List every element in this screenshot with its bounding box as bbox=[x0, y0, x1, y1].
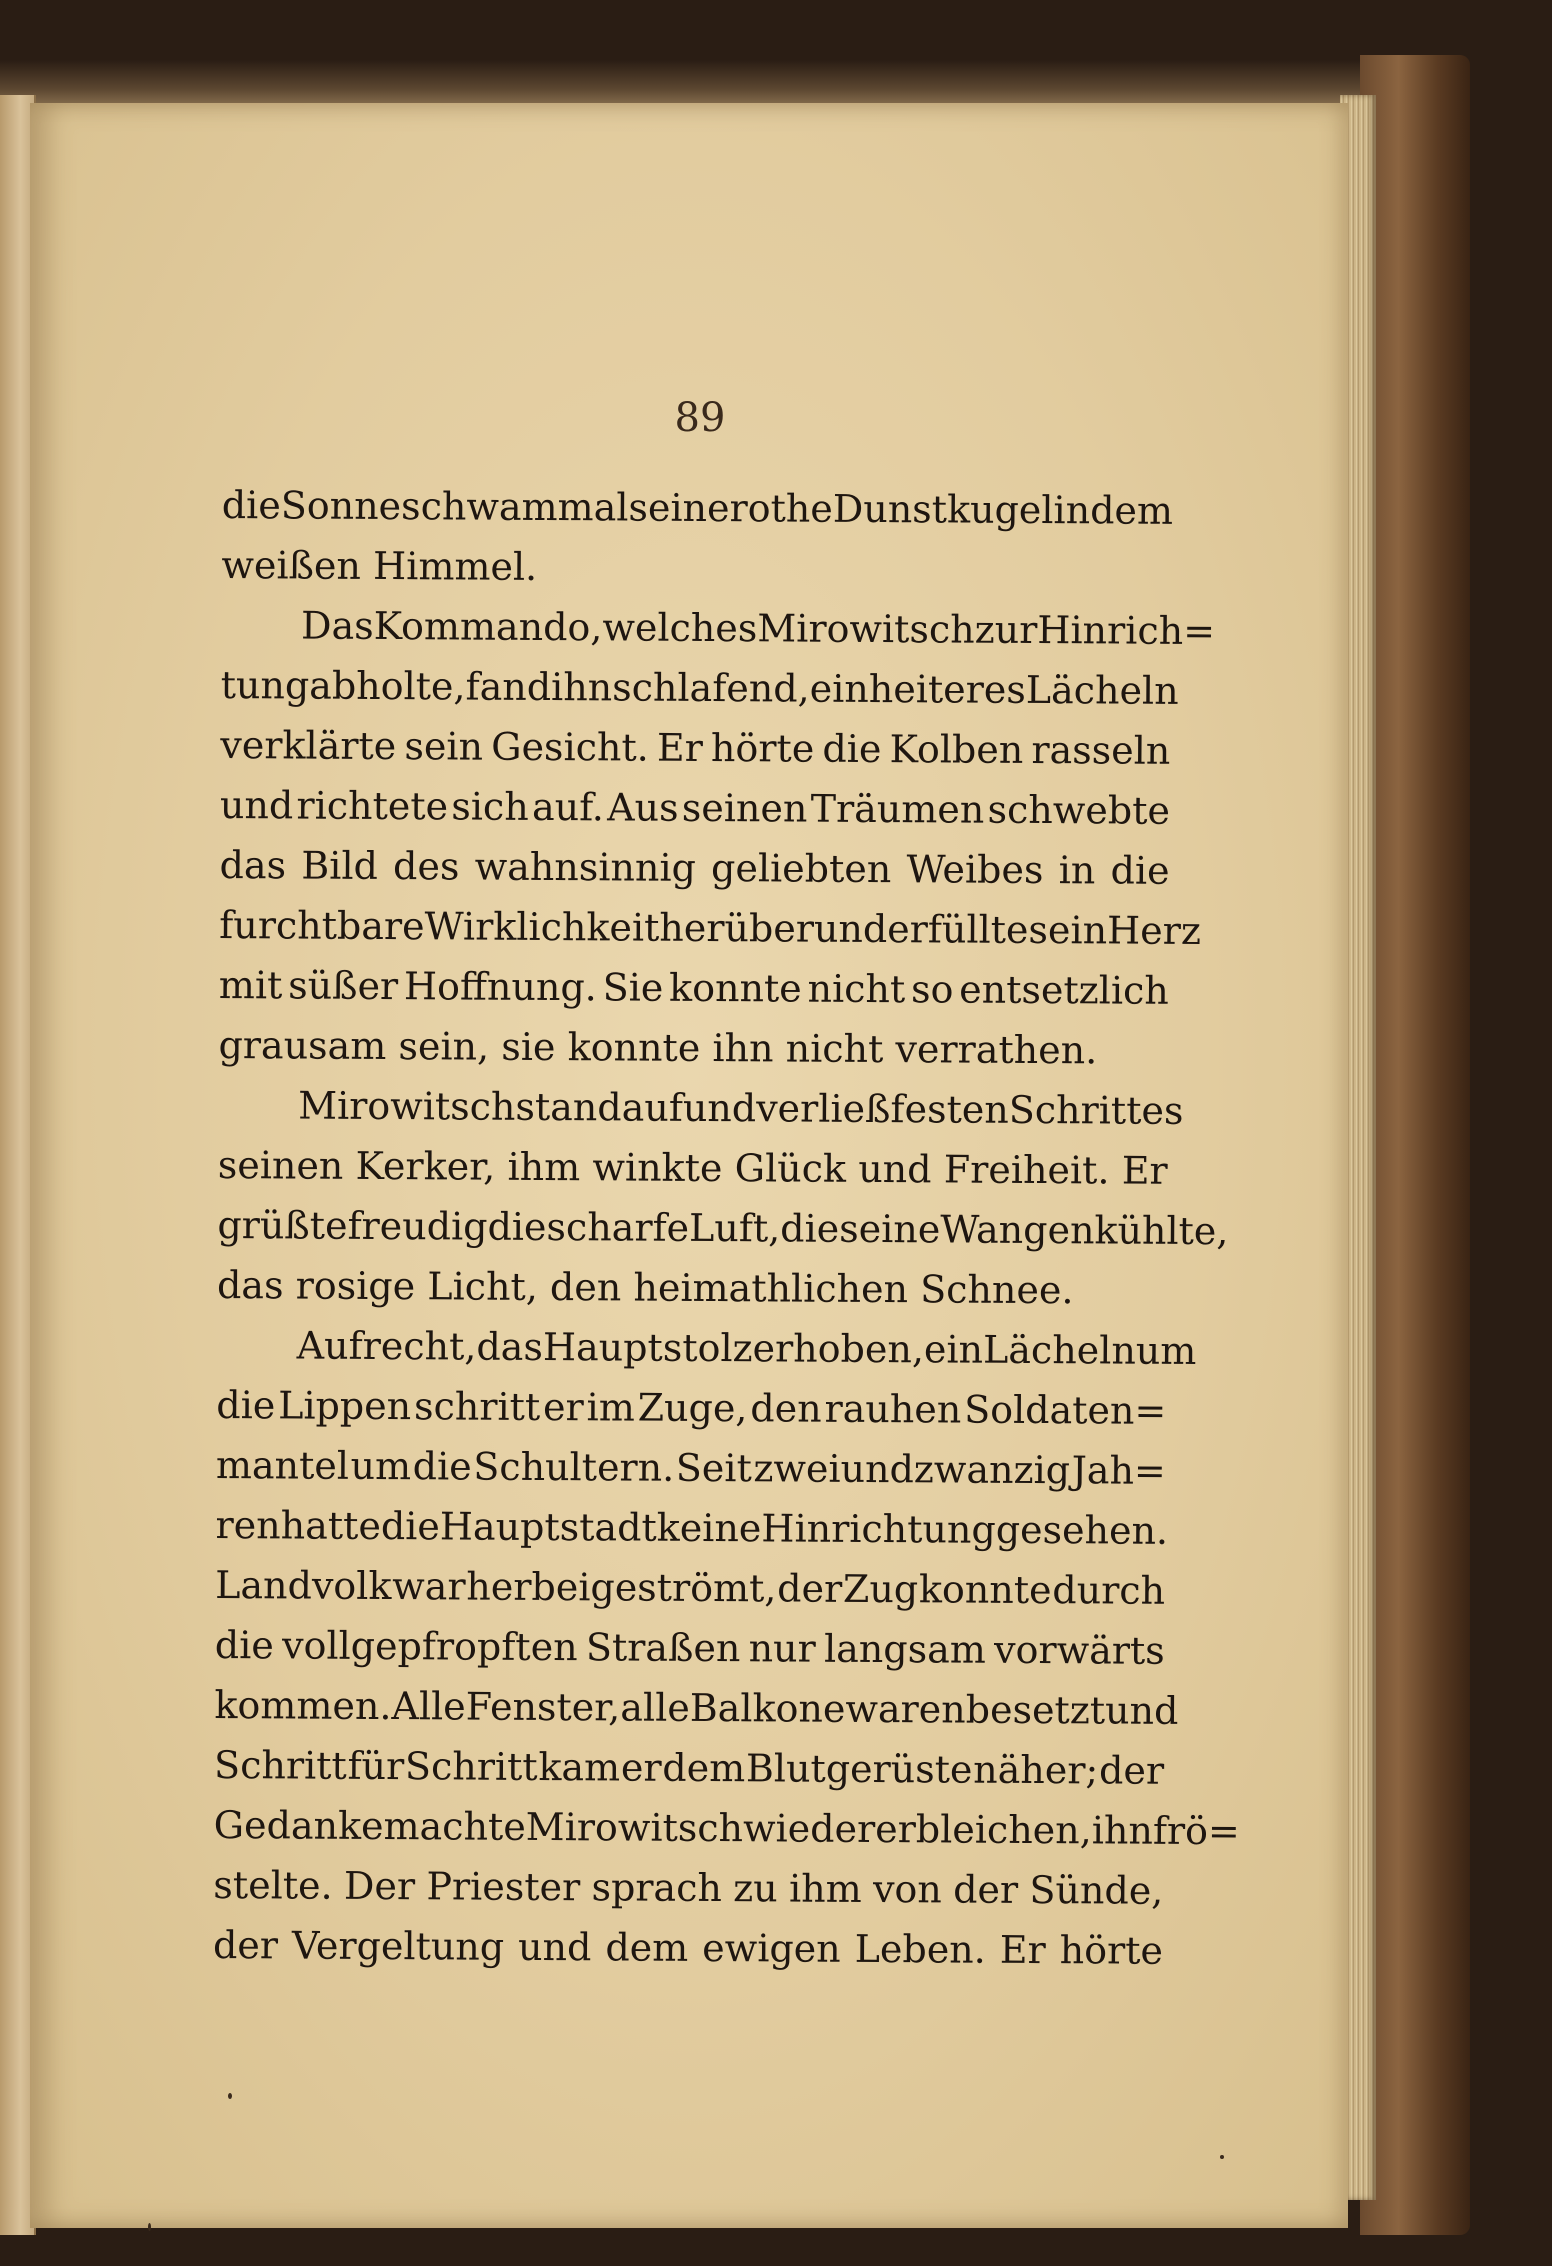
text-line: Aufrecht, das Haupt stolz erhoben, ein Lächeln um bbox=[296, 1323, 1197, 1373]
text-line: Schritt für Schritt kam er dem Blutgerüste näher; der bbox=[213, 1742, 1165, 1793]
text-line: die vollgepfropften Straßen nur langsam vorwärts bbox=[214, 1622, 1165, 1673]
paper-speck bbox=[228, 2093, 232, 2099]
text-line: die Lippen schritt er im Zuge, den rauhen Soldaten= bbox=[216, 1382, 1167, 1433]
text-line: der Vergeltung und dem ewigen Leben. Er hörte bbox=[212, 1922, 1164, 1973]
text-line: furchtbare Wirklichkeit herüber und erfüllte sein Herz bbox=[219, 902, 1202, 953]
page-number: 89 bbox=[674, 395, 726, 441]
text-line: grüßte freudig die scharfe Luft, die seine Wangen kühlte, bbox=[217, 1202, 1229, 1254]
text-line: Landvolk war herbeigeströmt, der Zug konnte durch bbox=[215, 1562, 1166, 1613]
text-line: mantel um die Schultern. Seit zweiundzwanzig Jah= bbox=[215, 1442, 1166, 1493]
book-binding-top bbox=[0, 60, 1400, 108]
text-line: die Sonne schwamm als eine rothe Dunstkugel in dem bbox=[221, 482, 1174, 533]
text-line: ren hatte die Hauptstadt keine Hinrichtung gesehen. bbox=[215, 1502, 1169, 1553]
text-line: tung abholte, fand ihn schlafend, ein heiteres Lächeln bbox=[220, 662, 1179, 713]
page-text bbox=[212, 475, 1240, 1981]
text-line: weißen Himmel. bbox=[221, 542, 538, 589]
text-line: mit süßer Hoffnung. Sie konnte nicht so entsetzlich bbox=[218, 962, 1169, 1013]
book-cover-edge bbox=[1360, 55, 1470, 2235]
text-line: Gedanke machte Mirowitsch wieder erbleichen, ihn frö= bbox=[213, 1802, 1240, 1854]
text-line: kommen. Alle Fenster, alle Balkone waren besetzt und bbox=[214, 1682, 1179, 1733]
paper-speck bbox=[1220, 2155, 1224, 2159]
text-line: Das Kommando, welches Mirowitsch zur Hinrich= bbox=[300, 603, 1216, 654]
book-page bbox=[30, 103, 1348, 2228]
text-line: stelte. Der Priester sprach zu ihm von der Sünde, bbox=[213, 1862, 1164, 1913]
text-line: das rosige Licht, den heimathlichen Schnee. bbox=[216, 1262, 1074, 1313]
text-line: seinen Kerker, ihm winkte Glück und Freiheit. Er bbox=[217, 1142, 1168, 1193]
text-line: das Bild des wahnsinnig geliebten Weibes in die bbox=[219, 842, 1170, 893]
paper-speck bbox=[148, 2223, 151, 2231]
text-line: Mirowitsch stand auf und verließ festen Schrittes bbox=[298, 1083, 1184, 1133]
text-line: und richtete sich auf. Aus seinen Träumen schwebte bbox=[219, 782, 1171, 833]
text-line: grausam sein, sie konnte ihn nicht verrathen. bbox=[218, 1022, 1098, 1073]
text-line: verklärte sein Gesicht. Er hörte die Kolben rasseln bbox=[220, 722, 1171, 773]
